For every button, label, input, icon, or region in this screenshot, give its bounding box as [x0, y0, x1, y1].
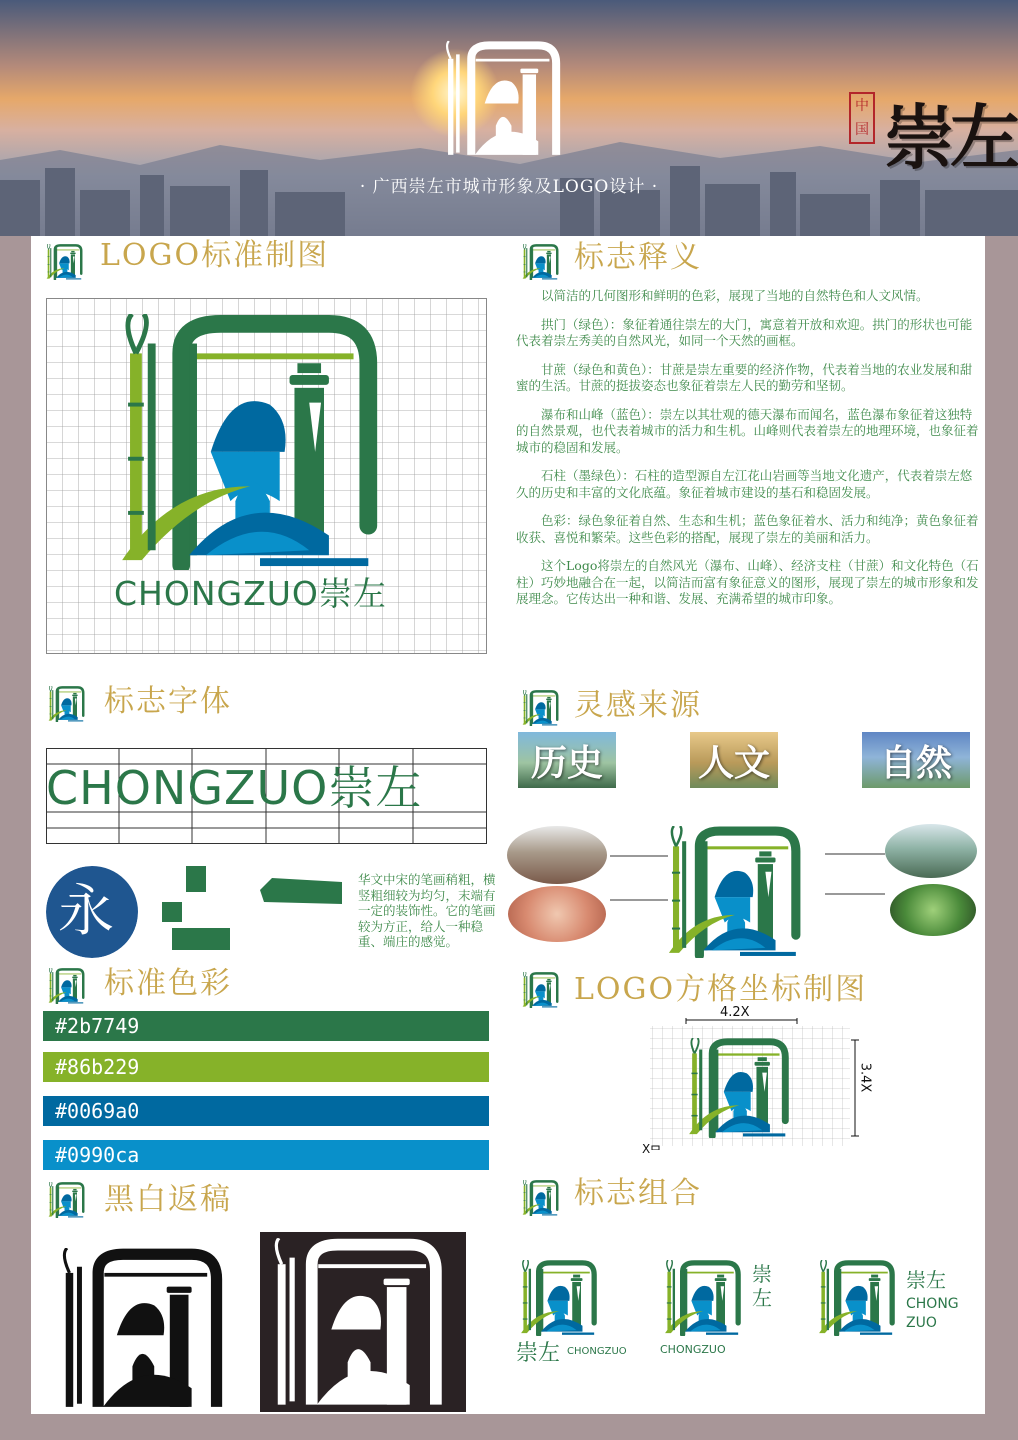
inspiration-logo — [660, 826, 820, 958]
header-logo — [440, 40, 574, 158]
combo2-en: CHONGZUO — [660, 1343, 726, 1356]
seal-char-1: 中 — [855, 98, 869, 114]
meaning-text — [516, 288, 982, 608]
inspiration-nature-label: 自然 — [879, 741, 952, 784]
color-chip-light-blue: #0990ca — [43, 1140, 489, 1170]
seal-char-2: 国 — [855, 122, 869, 138]
inspiration-history — [518, 732, 616, 788]
section-title-grid-coord: LOGO方格坐标制图 — [574, 972, 868, 1007]
font-stroke-sample-2 — [258, 876, 344, 906]
combo-logo-2 — [660, 1260, 752, 1336]
inspiration-culture-label: 人文 — [697, 741, 770, 784]
combo1-cn: 崇左 — [516, 1341, 561, 1366]
grid-height-label: 3.4X — [857, 1062, 873, 1093]
combo3-en-l1: CHONG — [906, 1296, 959, 1312]
section-logo-icon — [44, 968, 92, 1004]
meaning-paragraph: 色彩：绿色象征着自然、生态和生机；蓝色象征着水、活力和纯净；黄色象征着收获、喜悦和繁荣。这些色彩的搭配，展现了崇左的美丽和活力。 — [516, 513, 979, 545]
hero-banner — [0, 0, 1018, 236]
font-description: 华文中宋的笔画稍粗，横竖粗细较为均匀，末端有一定的装饰性。它的笔画较为方正，给人一种稳重、端庄的感觉。 — [358, 872, 496, 949]
inspiration-culture — [690, 732, 778, 788]
section-logo-icon — [44, 1182, 92, 1218]
grid-unit-label: X — [642, 1142, 651, 1156]
photo-rock-painting — [508, 886, 606, 942]
section-title-standard-drawing: LOGO标准制图 — [100, 238, 330, 273]
section-title-font: 标志字体 — [104, 684, 232, 719]
section-title-bw: 黑白返稿 — [104, 1182, 232, 1217]
font-stroke-sample-1 — [156, 866, 236, 952]
combo3-cn: 崇左 — [906, 1268, 946, 1292]
bw-logo-white — [266, 1238, 462, 1408]
section-title-color: 标准色彩 — [104, 966, 232, 1001]
font-sample-char: 永 — [58, 879, 114, 944]
combo2-cn: 崇 左 — [752, 1262, 772, 1310]
section-logo-icon — [518, 690, 566, 726]
section-logo-icon — [44, 686, 92, 722]
meaning-paragraph: 拱门（绿色）：象征着通往崇左的大门，寓意着开放和欢迎。拱门的形状也可能代表着崇左秀美的自然风光，如同一个天然的画框。 — [516, 316, 973, 348]
grid-width-label: 4.2X — [720, 1005, 750, 1020]
combo-logo-3 — [814, 1260, 906, 1336]
color-chip-blue: #0069a0 — [43, 1096, 489, 1126]
combo3-en-l2: ZUO — [906, 1315, 937, 1331]
color-chip-light-green: #86b229 — [43, 1052, 489, 1082]
inspiration-history-label: 历史 — [530, 741, 603, 784]
meaning-paragraph: 以简洁的几何图形和鲜明的色彩，展现了当地的自然特色和人文风情。 — [541, 288, 929, 303]
color-chip-dark-green: #2b7749 — [43, 1011, 489, 1041]
section-logo-icon — [42, 244, 90, 280]
hero-subtitle: · 广西崇左市城市形象及LOGO设计 · — [359, 177, 659, 197]
combo-logo-1 — [516, 1260, 608, 1336]
photo-old-gate — [507, 826, 607, 884]
main-logo-wordmark: CHONGZUO崇左 — [114, 574, 387, 613]
bw-logo-black — [50, 1248, 246, 1410]
section-logo-icon — [518, 972, 566, 1008]
meaning-paragraph: 瀑布和山峰（蓝色）：崇左以其壮观的德天瀑布而闻名，蓝色瀑布象征着这独特的自然景观，也代表着城市的活力和生机。山峰则代表着崇左的地理环境，也象征着城市的稳固和发展。 — [516, 406, 979, 455]
meaning-paragraph: 石柱（墨绿色）：石柱的造型源自左江花山岩画等当地文化遗产，代表着崇左悠久的历史和丰富的文化底蕴。象征着城市建设的基石和稳固发展。 — [516, 468, 973, 500]
coord-logo — [680, 1038, 806, 1138]
section-logo-icon — [518, 1180, 566, 1216]
photo-sugarcane — [890, 884, 976, 936]
section-title-inspiration: 灵感来源 — [574, 688, 702, 723]
combo1-en: CHONGZUO — [567, 1346, 627, 1357]
section-title-meaning: 标志释义 — [574, 240, 702, 275]
chongzuo-calligraphy: 崇左 — [884, 96, 1016, 179]
china-seal — [849, 92, 875, 144]
main-logo — [110, 314, 410, 570]
inspiration-nature — [862, 732, 970, 788]
font-wordmark: CHONGZUO崇左 — [46, 761, 423, 815]
meaning-paragraph: 这个Logo将崇左的自然风光（瀑布、山峰）、经济支柱（甘蔗）和文化特色（石柱）巧妙地融合在一起，以简洁而富有象征意义的图形，展现了崇左的城市形象和发展理念。它传达出一种和谐、发展、充满希望的城市印象。 — [516, 558, 979, 606]
meaning-paragraph: 甘蔗（绿色和黄色）：甘蔗是崇左重要的经济作物，代表着当地的农业发展和甜蜜的生活。甘蔗的挺拔姿态也象征着崇左人民的勤劳和坚韧。 — [516, 361, 973, 393]
section-logo-icon — [518, 244, 566, 280]
section-title-combo: 标志组合 — [574, 1176, 702, 1211]
